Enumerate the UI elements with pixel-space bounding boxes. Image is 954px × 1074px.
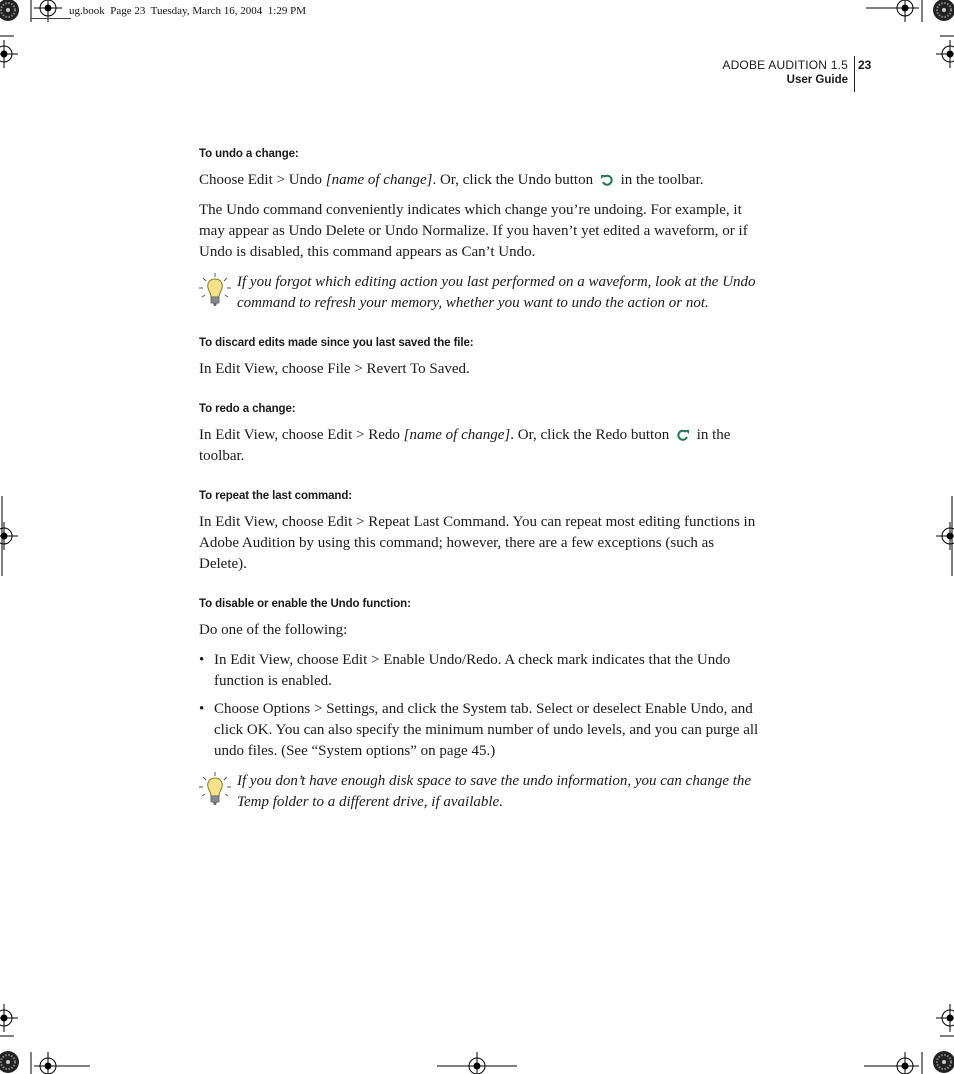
list-item: • In Edit View, choose Edit > Enable Undo/Redo. A check mark indicates that the Undo function is enabled. — [199, 652, 731, 689]
slug-rule — [31, 18, 71, 19]
heading-redo: To redo a change: — [199, 403, 296, 415]
undo-icon — [600, 174, 614, 186]
toggle-intro: Do one of the following: — [199, 622, 348, 638]
guide-title: User Guide — [786, 74, 848, 86]
revert-instructions: In Edit View, choose File > Revert To Saved. — [199, 361, 470, 377]
lightbulb-icon — [199, 771, 231, 807]
redo-icon — [676, 429, 690, 441]
heading-repeat: To repeat the last command: — [199, 490, 353, 502]
lightbulb-icon — [199, 272, 231, 308]
list-item: • Choose Options > Settings, and click the System tab. Select or deselect Enable Undo, and click OK. You can also specify the minimum number of undo levels, and you can purge all undo files. (See “System options” on page 45.) — [199, 701, 759, 759]
tip-undo-text: If you forgot which editing action you last performed on a waveform, look at the Undo command to refresh your memory, whether you want to undo the action or not. — [237, 274, 756, 311]
toggle-options-list — [199, 650, 759, 762]
page-content — [199, 148, 759, 822]
repeat-instructions: In Edit View, choose Edit > Repeat Last Command. You can repeat most editing functions in Adobe Audition by using this command; however, there are a few exceptions (such as Delete). — [199, 514, 756, 572]
heading-undo: To undo a change: — [199, 148, 299, 160]
page-number: 23 — [858, 58, 872, 72]
heading-toggle-undo: To disable or enable the Undo function: — [199, 598, 411, 610]
running-header — [722, 58, 848, 86]
redo-instructions: In Edit View, choose Edit > Redo [name of change]. Or, click the Redo button in the toolbar. — [199, 427, 731, 464]
heading-revert: To discard edits made since you last saved the file: — [199, 337, 474, 349]
product-name: ADOBE AUDITION 1.5 — [722, 58, 848, 72]
tip-disk-space — [199, 771, 759, 813]
slug-line: ug.book Page 23 Tuesday, March 16, 2004 1:29 PM — [69, 5, 307, 17]
header-divider — [854, 56, 855, 92]
tip-undo — [199, 272, 759, 314]
tip-disk-space-text: If you don’t have enough disk space to save the undo information, you can change the Temp folder to a different drive, if available. — [237, 773, 752, 810]
undo-instructions: Choose Edit > Undo [name of change]. Or, click the Undo button in the toolbar. — [199, 172, 704, 188]
undo-explanation: The Undo command conveniently indicates which change you’re undoing. For example, it may appear as Undo Delete or Undo Normalize. If you haven’t yet edited a waveform, or if Undo is disabled, this command appears as Can’t Undo. — [199, 202, 748, 260]
